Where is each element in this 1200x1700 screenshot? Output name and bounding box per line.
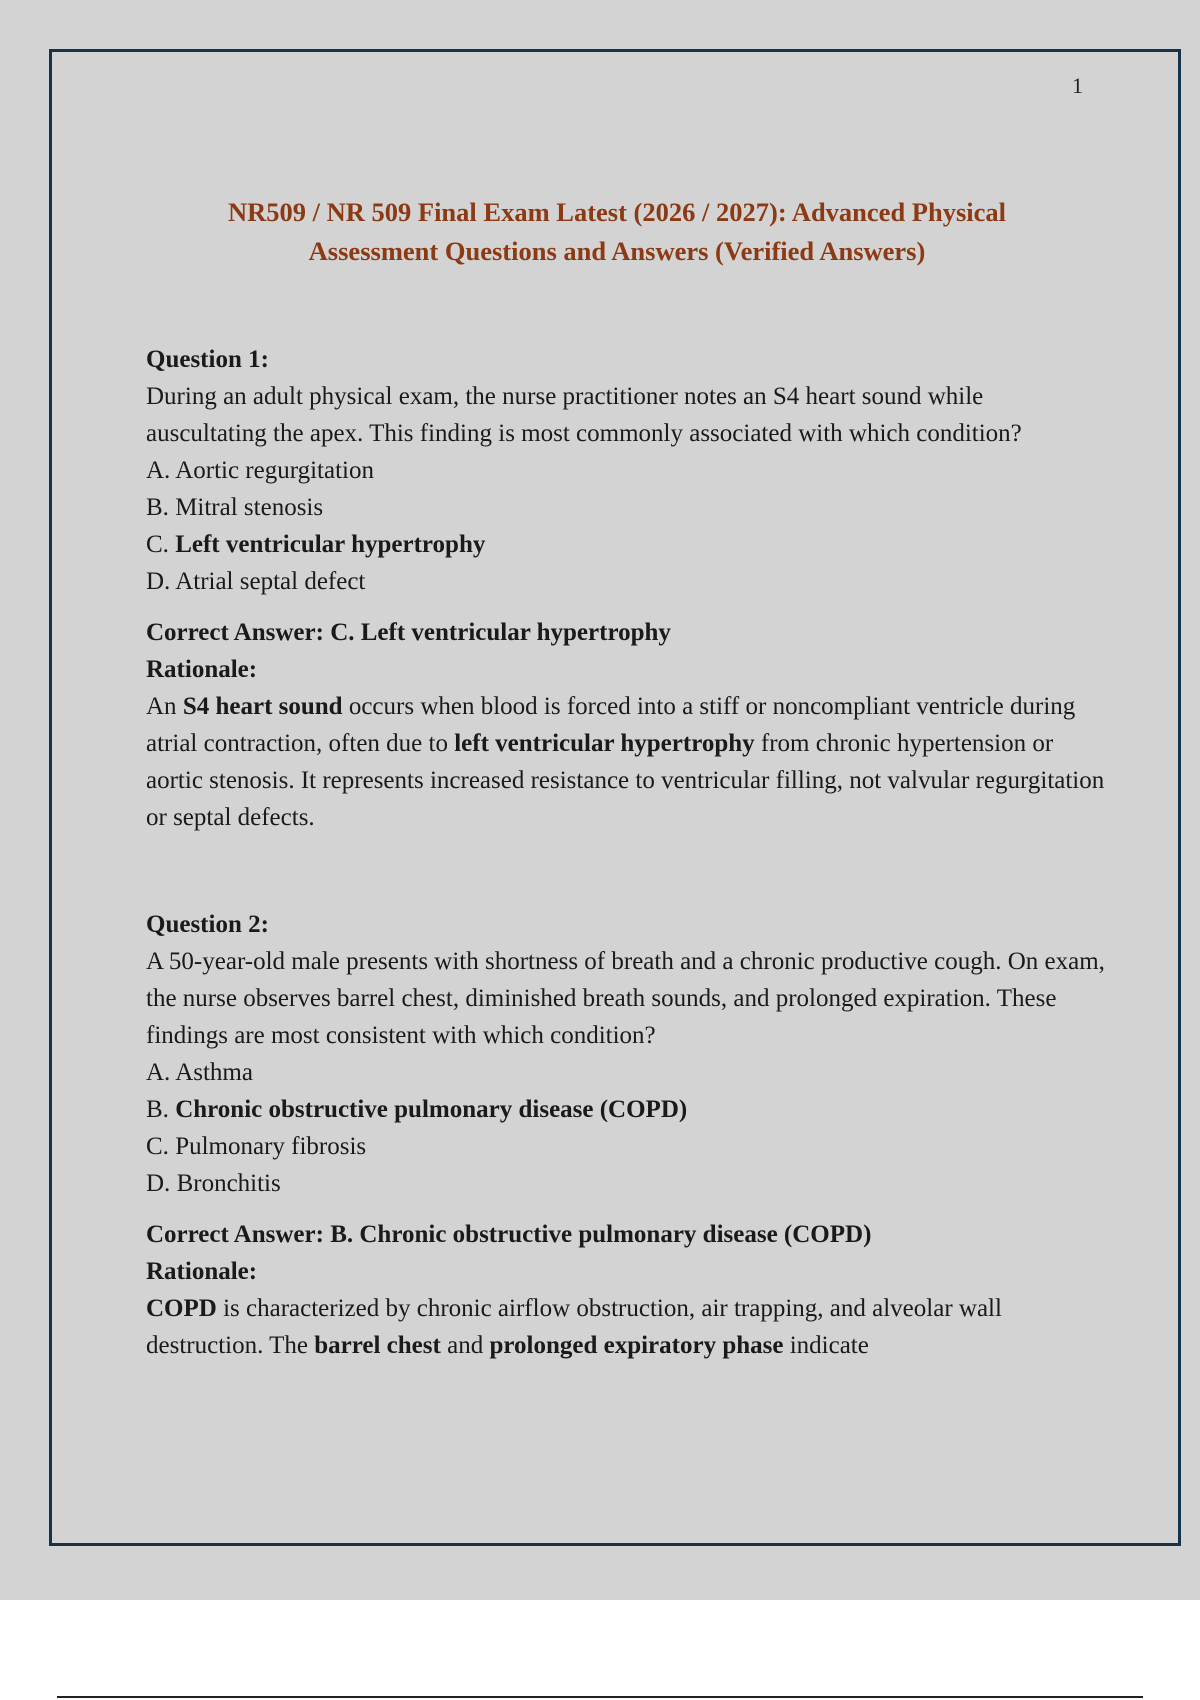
option-c: C. Pulmonary fibrosis: [146, 1133, 367, 1160]
question-1: [146, 341, 1106, 836]
question-heading: Question 2:: [146, 911, 269, 938]
title-line-1: NR509 / NR 509 Final Exam Latest (2026 / 2027): Advanced Physical: [227, 197, 1007, 227]
title-line-2: Assessment Questions and Answers (Verified Answers): [308, 236, 926, 266]
question-2: [146, 906, 1106, 1364]
page-number: 1: [1072, 73, 1083, 98]
question-text: During an adult physical exam, the nurse practitioner notes an S4 heart sound while auscultating the apex. This finding is most commonly associated with which condition?: [146, 383, 1022, 447]
option-a: A. Asthma: [146, 1059, 253, 1086]
answer-options: [146, 452, 1106, 600]
option-b: B. Mitral stenosis: [146, 494, 324, 521]
question-text: A 50-year-old male presents with shortness of breath and a chronic productive cough. On exam, the nurse observes barrel chest, diminished breath sounds, and prolonged expiration. These findings are most consistent with which condition?: [146, 948, 1105, 1049]
answer-options: [146, 1054, 1106, 1202]
option-d: D. Bronchitis: [146, 1170, 281, 1197]
spacer: [146, 836, 1106, 906]
rationale-text: An S4 heart sound occurs when blood is forced into a stiff or noncompliant ventricle during atrial contraction, often due to left ventricular hypertrophy from chronic hypertension or aortic stenosis. It represents increased resistance to ventricular filling, not valvular regurgitation or septal defects.: [146, 693, 1105, 831]
document-body: [146, 341, 1106, 1364]
rationale-label: Rationale:: [146, 1258, 258, 1285]
document-title: [150, 193, 1084, 271]
correct-answer: Correct Answer: C. Left ventricular hypertrophy: [146, 619, 671, 646]
question-heading: Question 1:: [146, 346, 269, 373]
correct-answer: Correct Answer: B. Chronic obstructive pulmonary disease (COPD): [146, 1221, 872, 1248]
option-d: D. Atrial septal defect: [146, 568, 366, 595]
option-c: C. Left ventricular hypertrophy: [146, 531, 486, 558]
rationale-text: COPD is characterized by chronic airflow obstruction, air trapping, and alveolar wall destruction. The barrel chest and prolonged expiratory phase indicate: [146, 1295, 1002, 1359]
rationale-label: Rationale:: [146, 656, 258, 683]
option-b: B. Chronic obstructive pulmonary disease (COPD): [146, 1096, 688, 1123]
footer-divider: [57, 1696, 1143, 1698]
option-a: A. Aortic regurgitation: [146, 457, 374, 484]
